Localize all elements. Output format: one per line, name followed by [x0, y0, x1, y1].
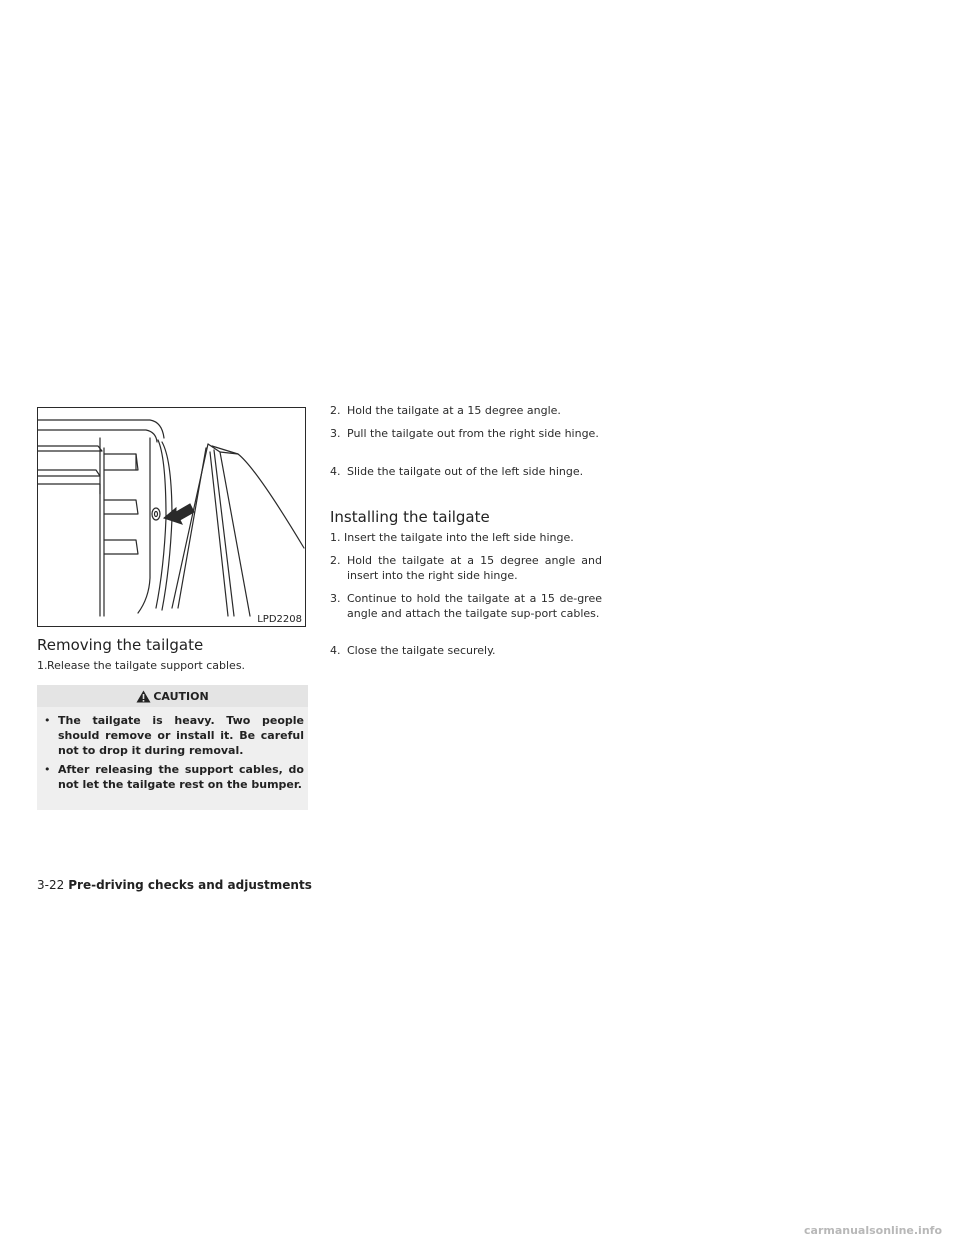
section-heading-removing: Removing the tailgate	[37, 636, 204, 654]
step-number: 3.	[330, 427, 341, 440]
installing-step-3	[330, 591, 602, 621]
step-number: 1.	[37, 659, 48, 672]
watermark: carmanualsonline.info	[804, 1224, 942, 1237]
page-number: 3-22	[37, 878, 65, 892]
figure-code: LPD2208	[257, 614, 302, 625]
tailgate-hinge-drawing	[38, 408, 306, 627]
installing-step-1	[330, 530, 602, 545]
step-number: 4.	[330, 465, 341, 478]
page-footer	[37, 877, 312, 893]
arrow-indicator	[164, 504, 194, 524]
installing-step-2	[330, 553, 602, 583]
step-text: Release the tailgate support cables.	[47, 659, 246, 672]
removing-step-1	[37, 658, 308, 673]
removing-step-2	[330, 403, 602, 418]
removing-step-4	[330, 464, 602, 479]
step-text: Pull the tailgate out from the right side hinge.	[347, 427, 599, 440]
installing-step-4	[330, 643, 602, 658]
caution-header	[37, 685, 308, 707]
step-text: Hold the tailgate at a 15 degree angle.	[347, 404, 561, 417]
step-number: 2.	[330, 404, 341, 417]
step-text: Slide the tailgate out of the left side hinge.	[347, 465, 584, 478]
step-text: Hold the tailgate at a 15 degree angle and insert into the right side hinge.	[347, 554, 602, 582]
step-number: 3.	[330, 592, 341, 605]
caution-body	[37, 707, 308, 810]
step-text: Continue to hold the tailgate at a 15 de-gree angle and attach the tailgate sup-port cables.	[347, 592, 602, 620]
step-text: Close the tailgate securely.	[347, 644, 496, 657]
step-number: 2.	[330, 554, 341, 567]
warning-triangle-icon	[136, 690, 151, 703]
step-number: 1.	[330, 531, 341, 544]
caution-bullet-text: The tailgate is heavy. Two people should remove or install it. Be careful not to drop it during removal.	[58, 714, 304, 757]
tailgate-removal-illustration	[37, 407, 306, 627]
caution-bullet: • After releasing the support cables, do not let the tailgate rest on the bumper.	[41, 762, 304, 792]
removing-step-3	[330, 426, 602, 441]
step-text: Insert the tailgate into the left side hinge.	[344, 531, 574, 544]
caution-bullet-text: After releasing the support cables, do not let the tailgate rest on the bumper.	[58, 763, 304, 791]
step-number: 4.	[330, 644, 341, 657]
caution-bullet: • The tailgate is heavy. Two people should remove or install it. Be careful not to drop it during removal.	[41, 713, 304, 758]
section-heading-installing: Installing the tailgate	[330, 508, 490, 526]
caution-label: CAUTION	[153, 689, 209, 703]
section-title: Pre-driving checks and adjustments	[68, 878, 312, 892]
